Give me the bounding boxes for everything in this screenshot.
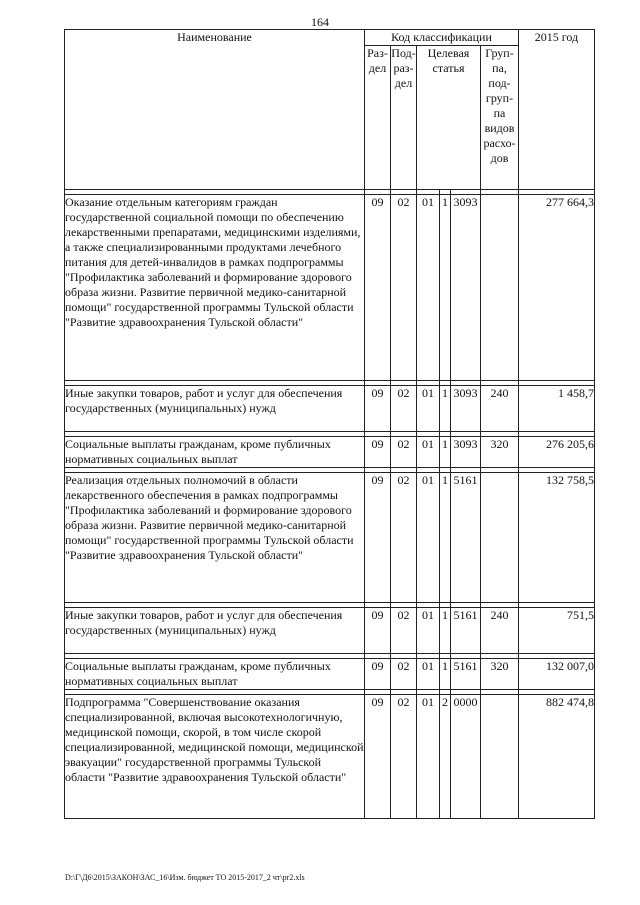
- row-cs1: 01: [417, 195, 440, 381]
- header-target: Целевая статья: [417, 46, 481, 190]
- file-path-footer: D:\Г\Д6\2015\ЗАКОН\ЗАС_16\Изм. бюджет ТО 2015-2017_2 чт\pr2.xls: [65, 873, 305, 882]
- row-razdel: 09: [365, 473, 391, 603]
- header-podrazdel: Под- раз- дел: [391, 46, 417, 190]
- row-cs3: 5161: [451, 473, 481, 603]
- row-amount: 276 205,6: [519, 437, 595, 468]
- row-amount: 882 474,8: [519, 695, 595, 819]
- header-name: Наименование: [65, 30, 365, 190]
- table-row: [65, 386, 595, 432]
- row-amount: 277 664,3: [519, 195, 595, 381]
- table-row: [65, 659, 595, 690]
- table-row: [65, 608, 595, 654]
- header-code-group: Код классификации: [365, 30, 519, 46]
- row-cs3: 0000: [451, 695, 481, 819]
- row-vr: [481, 695, 519, 819]
- row-razdel: 09: [365, 386, 391, 432]
- row-cs3: 5161: [451, 608, 481, 654]
- header-year: 2015 год: [519, 30, 595, 190]
- row-cs3: 3093: [451, 195, 481, 381]
- row-razdel: 09: [365, 695, 391, 819]
- row-cs1: 01: [417, 608, 440, 654]
- row-cs2: 1: [440, 473, 451, 603]
- row-cs1: 01: [417, 473, 440, 603]
- row-razdel: 09: [365, 659, 391, 690]
- row-cs2: 1: [440, 659, 451, 690]
- row-cs3: 3093: [451, 437, 481, 468]
- row-name: Иные закупки товаров, работ и услуг для обеспечения государственных (муниципальных) нужд: [65, 386, 365, 432]
- table-row: [65, 473, 595, 603]
- page-number: 164: [311, 15, 329, 29]
- budget-table: [64, 29, 595, 819]
- row-podrazdel: 02: [391, 659, 417, 690]
- row-cs2: 2: [440, 695, 451, 819]
- row-vr: 240: [481, 386, 519, 432]
- table-row: [65, 695, 595, 819]
- row-amount: 132 007,0: [519, 659, 595, 690]
- row-podrazdel: 02: [391, 608, 417, 654]
- row-name: Реализация отдельных полномочий в области лекарственного обеспечения в рамках подпрограммы "Профилактика заболеваний и формирование здорового образа жизни. Развитие первичной медико-санитарной помощи" государственной программы Тульской области "Развитие здравоохранения Тульской области": [65, 473, 365, 603]
- row-amount: 751,5: [519, 608, 595, 654]
- row-amount: 1 458,7: [519, 386, 595, 432]
- row-vr: 320: [481, 437, 519, 468]
- row-cs2: 1: [440, 386, 451, 432]
- row-cs1: 01: [417, 695, 440, 819]
- row-vr: [481, 473, 519, 603]
- row-vr: [481, 195, 519, 381]
- row-podrazdel: 02: [391, 437, 417, 468]
- row-name: Иные закупки товаров, работ и услуг для обеспечения государственных (муниципальных) нужд: [65, 608, 365, 654]
- row-name: Социальные выплаты гражданам, кроме публичных нормативных социальных выплат: [65, 437, 365, 468]
- row-cs3: 3093: [451, 386, 481, 432]
- row-cs1: 01: [417, 659, 440, 690]
- row-name: Оказание отдельным категориям граждан государственной социальной помощи по обеспечению лекарственными препаратами, медицинскими изделиями, а также специализированными продуктами лечебного питания для детей-инвалидов в рамках подпрограммы "Профилактика заболеваний и формирование здорового образа жизни. Развитие первичной медико-санитарной помощи" государственной программы Тульской области "Развитие здравоохранения Тульской области": [65, 195, 365, 381]
- row-podrazdel: 02: [391, 473, 417, 603]
- row-podrazdel: 02: [391, 695, 417, 819]
- row-cs2: 1: [440, 437, 451, 468]
- row-vr: 320: [481, 659, 519, 690]
- row-cs1: 01: [417, 437, 440, 468]
- row-cs2: 1: [440, 608, 451, 654]
- row-podrazdel: 02: [391, 386, 417, 432]
- row-amount: 132 758,5: [519, 473, 595, 603]
- header-group: Груп- па, под- груп- па видов расхо- дов: [481, 46, 519, 190]
- row-vr: 240: [481, 608, 519, 654]
- table-row: [65, 195, 595, 381]
- row-razdel: 09: [365, 608, 391, 654]
- row-razdel: 09: [365, 437, 391, 468]
- table-row: [65, 437, 595, 468]
- row-name: Подпрограмма "Совершенствование оказания специализированной, включая высокотехнологичную, медицинской помощи, скорой, в том числе скорой специализированной, медицинской помощи, медицинской эвакуации" государственной программы Тульской области "Развитие здравоохранения Тульской области": [65, 695, 365, 819]
- row-cs1: 01: [417, 386, 440, 432]
- row-razdel: 09: [365, 195, 391, 381]
- row-name: Социальные выплаты гражданам, кроме публичных нормативных социальных выплат: [65, 659, 365, 690]
- row-cs2: 1: [440, 195, 451, 381]
- row-cs3: 5161: [451, 659, 481, 690]
- row-podrazdel: 02: [391, 195, 417, 381]
- header-razdel: Раз- дел: [365, 46, 391, 190]
